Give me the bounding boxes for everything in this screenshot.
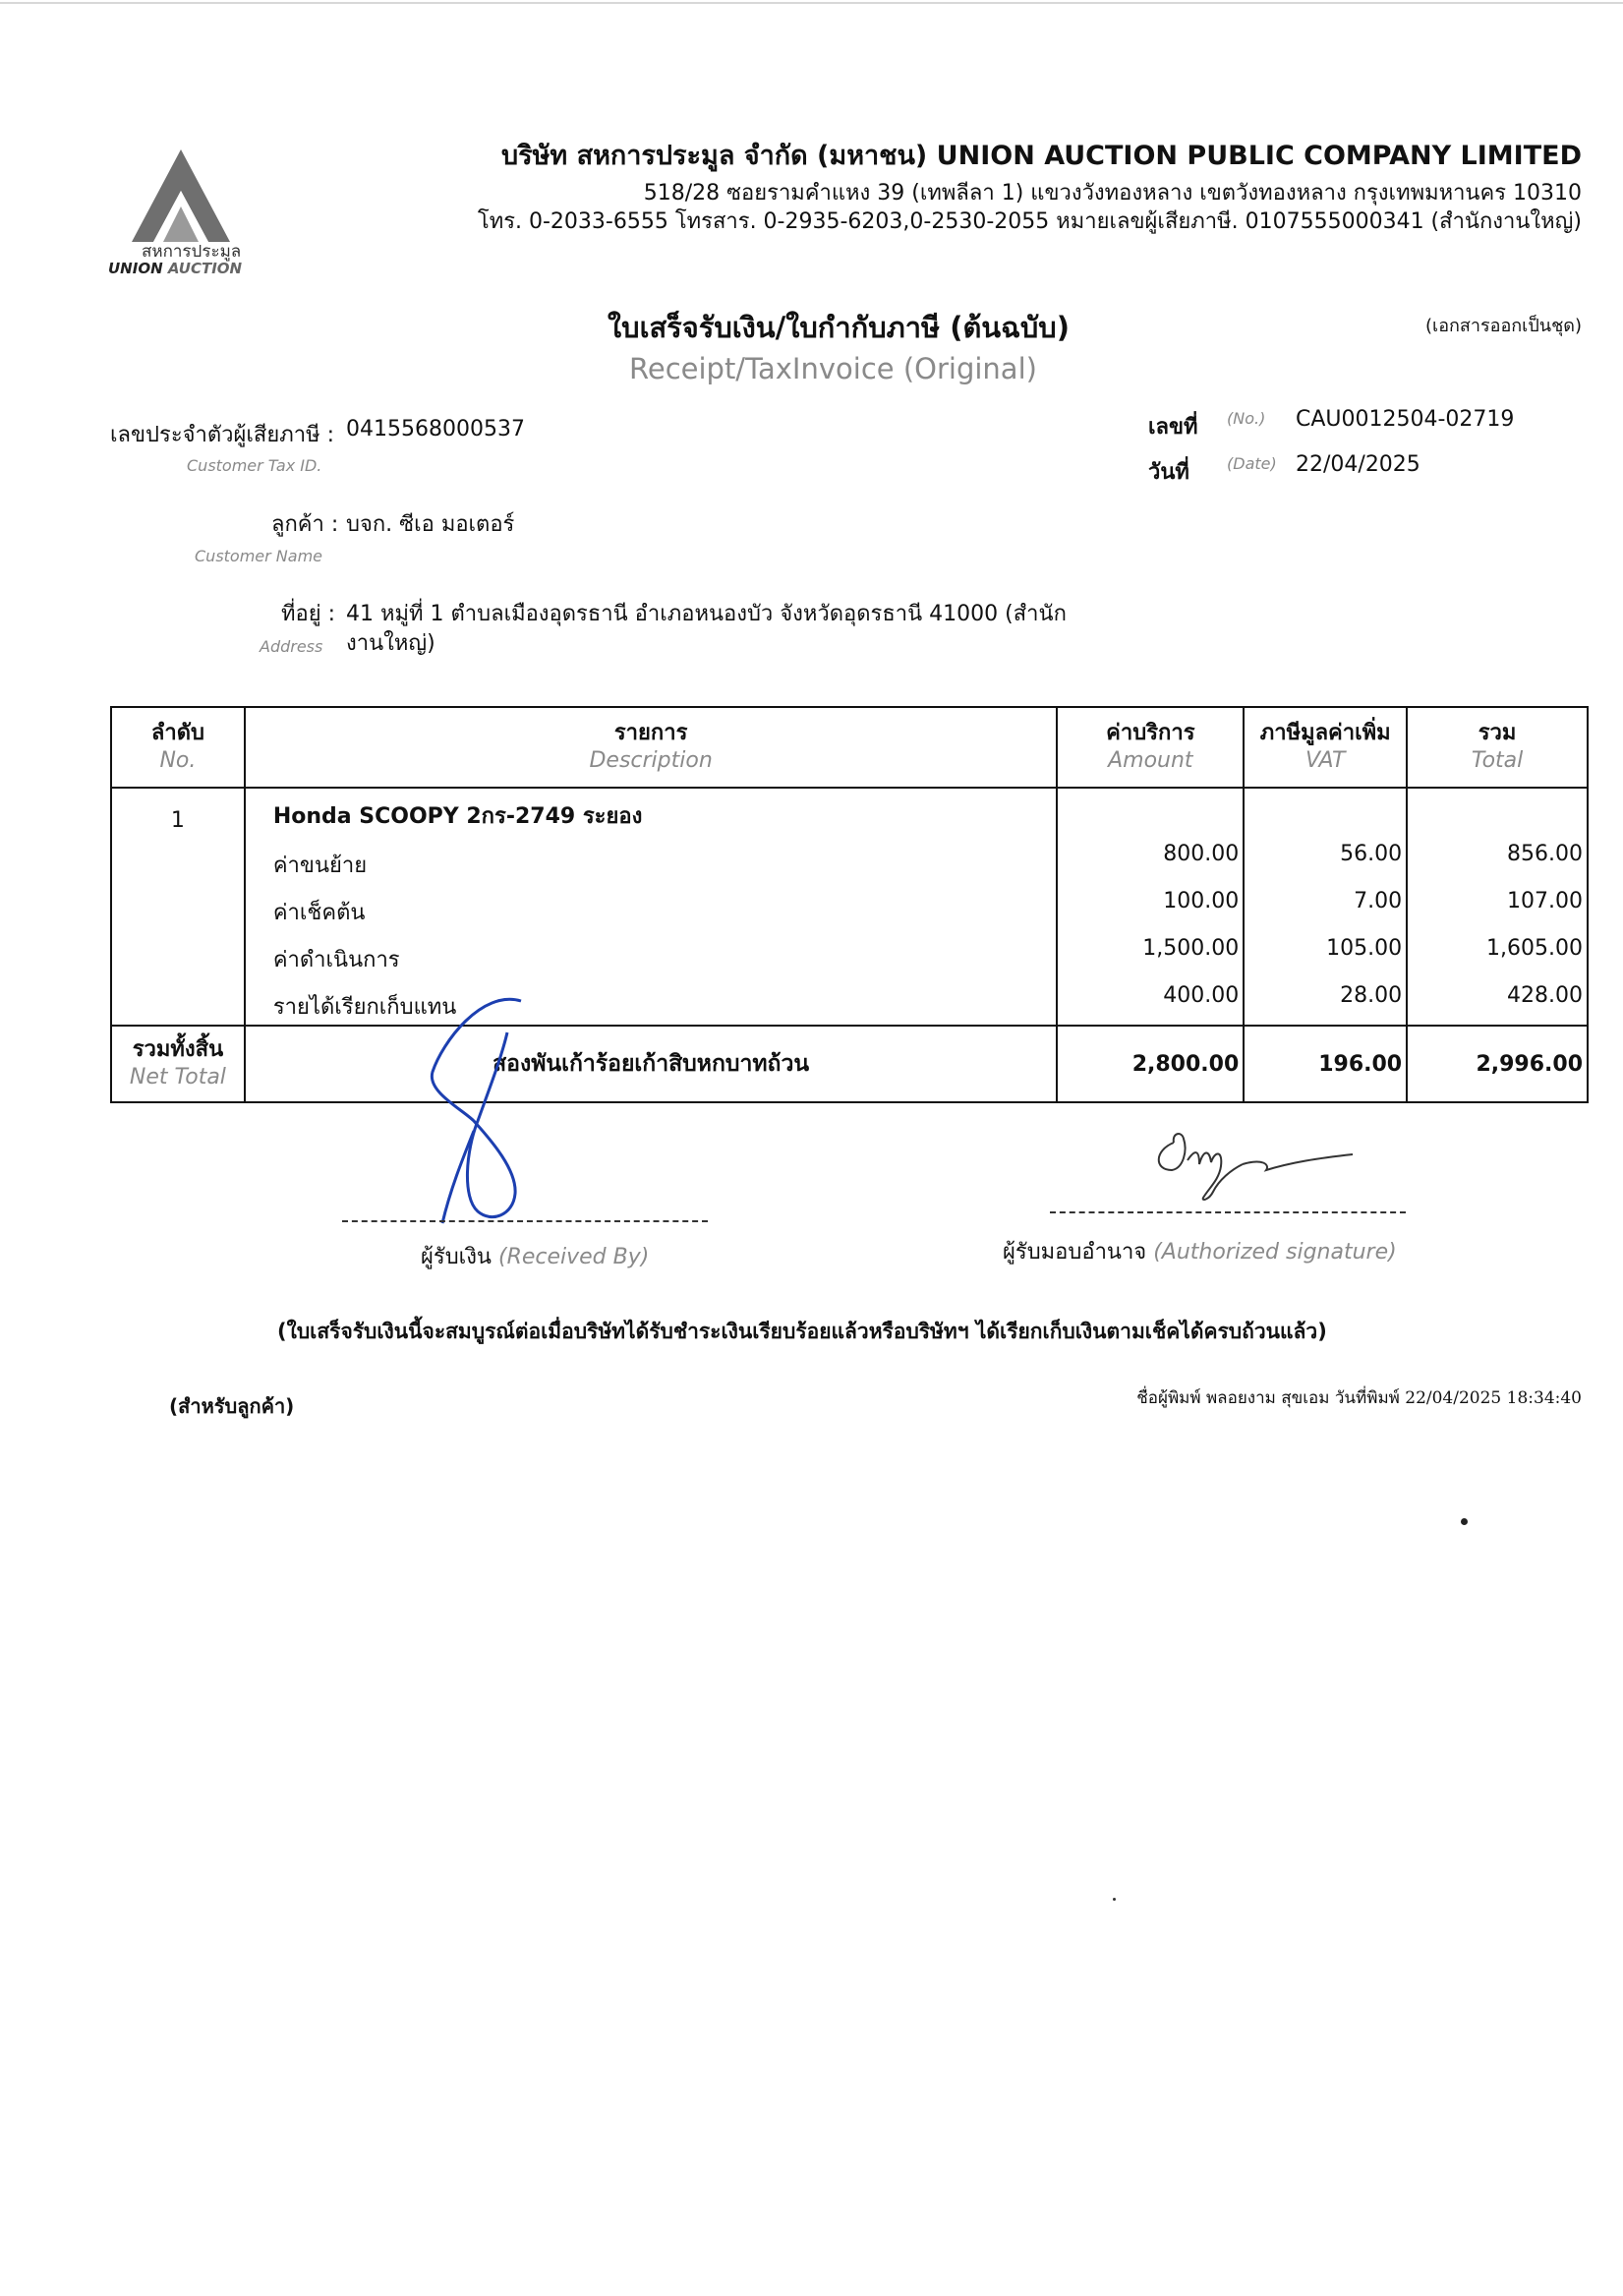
document-set-note: (เอกสารออกเป็นชุด) <box>1425 316 1582 336</box>
received-signature-icon <box>423 983 551 1239</box>
header-no <box>111 707 245 788</box>
header-description-th: รายการ <box>613 721 688 745</box>
company-name: บริษัท สหการประมูล จำกัด (มหาชน) UNION AUCTION PUBLIC COMPANY LIMITED <box>500 141 1582 171</box>
invoice-date-label: วันที่ <box>1148 460 1189 485</box>
invoice-number: CAU0012504-02719 <box>1296 407 1515 432</box>
line-desc-1: ค่าขนย้าย <box>272 854 368 878</box>
document-title-th: ใบเสร็จรับเงิน/ใบกำกับภาษี (ต้นฉบับ) <box>608 311 1070 344</box>
line-vat-3: 105.00 <box>1326 936 1403 961</box>
company-address: 518/28 ซอยรามคำแหง 39 (เทพลีลา 1) แขวงวังทองหลาง เขตวังทองหลาง กรุงเทพมหานคร 10310 <box>643 181 1582 206</box>
document-title-en: Receipt/TaxInvoice (Original) <box>629 352 1037 385</box>
customer-name-label-en: Customer Name <box>195 547 323 565</box>
header-no-en: No. <box>159 748 197 773</box>
net-label-cell <box>111 1026 245 1102</box>
table-header-row <box>111 707 1588 788</box>
logo-english-text <box>108 260 242 277</box>
net-label-th: รวมทั้งสิ้น <box>132 1037 224 1062</box>
line-total-3: 1,605.00 <box>1486 936 1583 961</box>
net-vat: 196.00 <box>1244 1026 1407 1102</box>
header-total <box>1407 707 1588 788</box>
line-amount-1: 800.00 <box>1163 842 1240 866</box>
line-amount-3: 1,500.00 <box>1142 936 1240 961</box>
received-by-label <box>421 1239 649 1273</box>
invoice-date-label-en: (Date) <box>1227 454 1277 473</box>
line-total-1: 856.00 <box>1507 842 1583 866</box>
item-description-cell <box>245 788 1058 1026</box>
line-desc-2: ค่าเช็คต้น <box>272 901 366 925</box>
header-vat-th: ภาษีมูลค่าเพิ่ม <box>1259 721 1391 745</box>
invoice-date: 22/04/2025 <box>1296 452 1420 477</box>
logo-thai-text: สหการประมูล <box>142 242 242 262</box>
company-logo <box>106 147 263 285</box>
customer-name-label: ลูกค้า : <box>271 512 339 537</box>
customer-tax-id: 0415568000537 <box>346 417 525 442</box>
item-no: 1 <box>170 808 185 833</box>
customer-address-line2: งานใหญ่) <box>346 631 435 656</box>
header-total-th: รวม <box>1478 721 1517 745</box>
received-by-line <box>342 1220 708 1222</box>
item-no-cell <box>111 788 245 1026</box>
item-amount-cell <box>1057 788 1244 1026</box>
receipt-validity-note: (ใบเสร็จรับเงินนี้จะสมบูรณ์ต่อเมื่อบริษัทได้รับชำระเงินเรียบร้อยแล้วหรือบริษัทฯ ได้เรียกเก็บเงินตามเช็คได้ครบถ้วนแล้ว) <box>277 1320 1327 1343</box>
scan-speck <box>1113 1898 1116 1901</box>
line-amount-2: 100.00 <box>1163 889 1240 913</box>
line-vat-4: 28.00 <box>1340 983 1403 1008</box>
header-description-en: Description <box>589 748 713 773</box>
invoice-no-label: เลขที่ <box>1148 415 1198 440</box>
header-total-en: Total <box>1471 748 1524 773</box>
line-vat-1: 56.00 <box>1340 842 1403 866</box>
invoice-no-label-en: (No.) <box>1227 409 1266 428</box>
line-vat-2: 7.00 <box>1354 889 1403 913</box>
header-description <box>245 707 1058 788</box>
header-vat-en: VAT <box>1304 748 1346 773</box>
customer-address-label: ที่อยู่ : <box>281 602 336 626</box>
customer-tax-id-label: เลขประจำตัวผู้เสียภาษี : <box>110 423 335 447</box>
line-desc-3: ค่าดำเนินการ <box>272 948 400 972</box>
printed-by: ชื่อผู้พิมพ์ พลอยงาม สุขเอม วันที่พิมพ์ 22/04/2025 18:34:40 <box>1136 1388 1582 1408</box>
customer-copy-label: (สำหรับลูกค้า) <box>169 1394 295 1418</box>
received-by-en: (Received By) <box>497 1245 650 1269</box>
authorized-label <box>1003 1234 1397 1268</box>
header-vat <box>1244 707 1407 788</box>
item-vat-cell <box>1244 788 1407 1026</box>
table-row <box>111 788 1588 1026</box>
items-table <box>110 706 1589 1103</box>
logo-word-auction: AUCTION <box>167 260 243 277</box>
customer-tax-id-label-en: Customer Tax ID. <box>187 456 322 475</box>
authorized-en: (Authorized signature) <box>1153 1240 1397 1265</box>
customer-address-label-en: Address <box>260 637 323 656</box>
triangle-logo-icon <box>122 147 240 246</box>
received-by-th: ผู้รับเงิน <box>421 1245 492 1269</box>
net-total: 2,996.00 <box>1407 1026 1588 1102</box>
authorized-signature-icon <box>1144 1121 1370 1209</box>
authorized-th: ผู้รับมอบอำนาจ <box>1003 1240 1147 1265</box>
item-total-cell <box>1407 788 1588 1026</box>
line-total-2: 107.00 <box>1507 889 1583 913</box>
header-amount-th: ค่าบริการ <box>1106 721 1195 745</box>
line-total-4: 428.00 <box>1507 983 1583 1008</box>
header-no-th: ลำดับ <box>150 721 204 745</box>
net-amount: 2,800.00 <box>1057 1026 1244 1102</box>
net-label-en: Net Total <box>129 1065 226 1089</box>
item-title: Honda SCOOPY 2กร-2749 ระยอง <box>272 804 643 829</box>
scan-speck <box>1461 1518 1468 1525</box>
customer-name: บจก. ซีเอ มอเตอร์ <box>346 512 515 537</box>
line-amount-4: 400.00 <box>1163 983 1240 1008</box>
authorized-line <box>1050 1211 1406 1213</box>
scan-edge <box>0 2 1623 4</box>
header-amount-en: Amount <box>1108 748 1193 773</box>
net-words: สองพันเก้าร้อยเก้าสิบหกบาทถ้วน <box>245 1026 1058 1102</box>
company-contact: โทร. 0-2033-6555 โทรสาร. 0-2935-6203,0-2530-2055 หมายเลขผู้เสียภาษี. 0107555000341 (สำนักงานใหญ่) <box>477 209 1582 234</box>
net-total-row <box>111 1026 1588 1102</box>
customer-address-line1: 41 หมู่ที่ 1 ตำบลเมืองอุดรธานี อำเภอหนองบัว จังหวัดอุดรธานี 41000 (สำนัก <box>346 602 1067 626</box>
header-amount <box>1057 707 1244 788</box>
logo-word-union: UNION <box>108 260 168 277</box>
line-desc-4: รายได้เรียกเก็บแทน <box>272 995 457 1020</box>
